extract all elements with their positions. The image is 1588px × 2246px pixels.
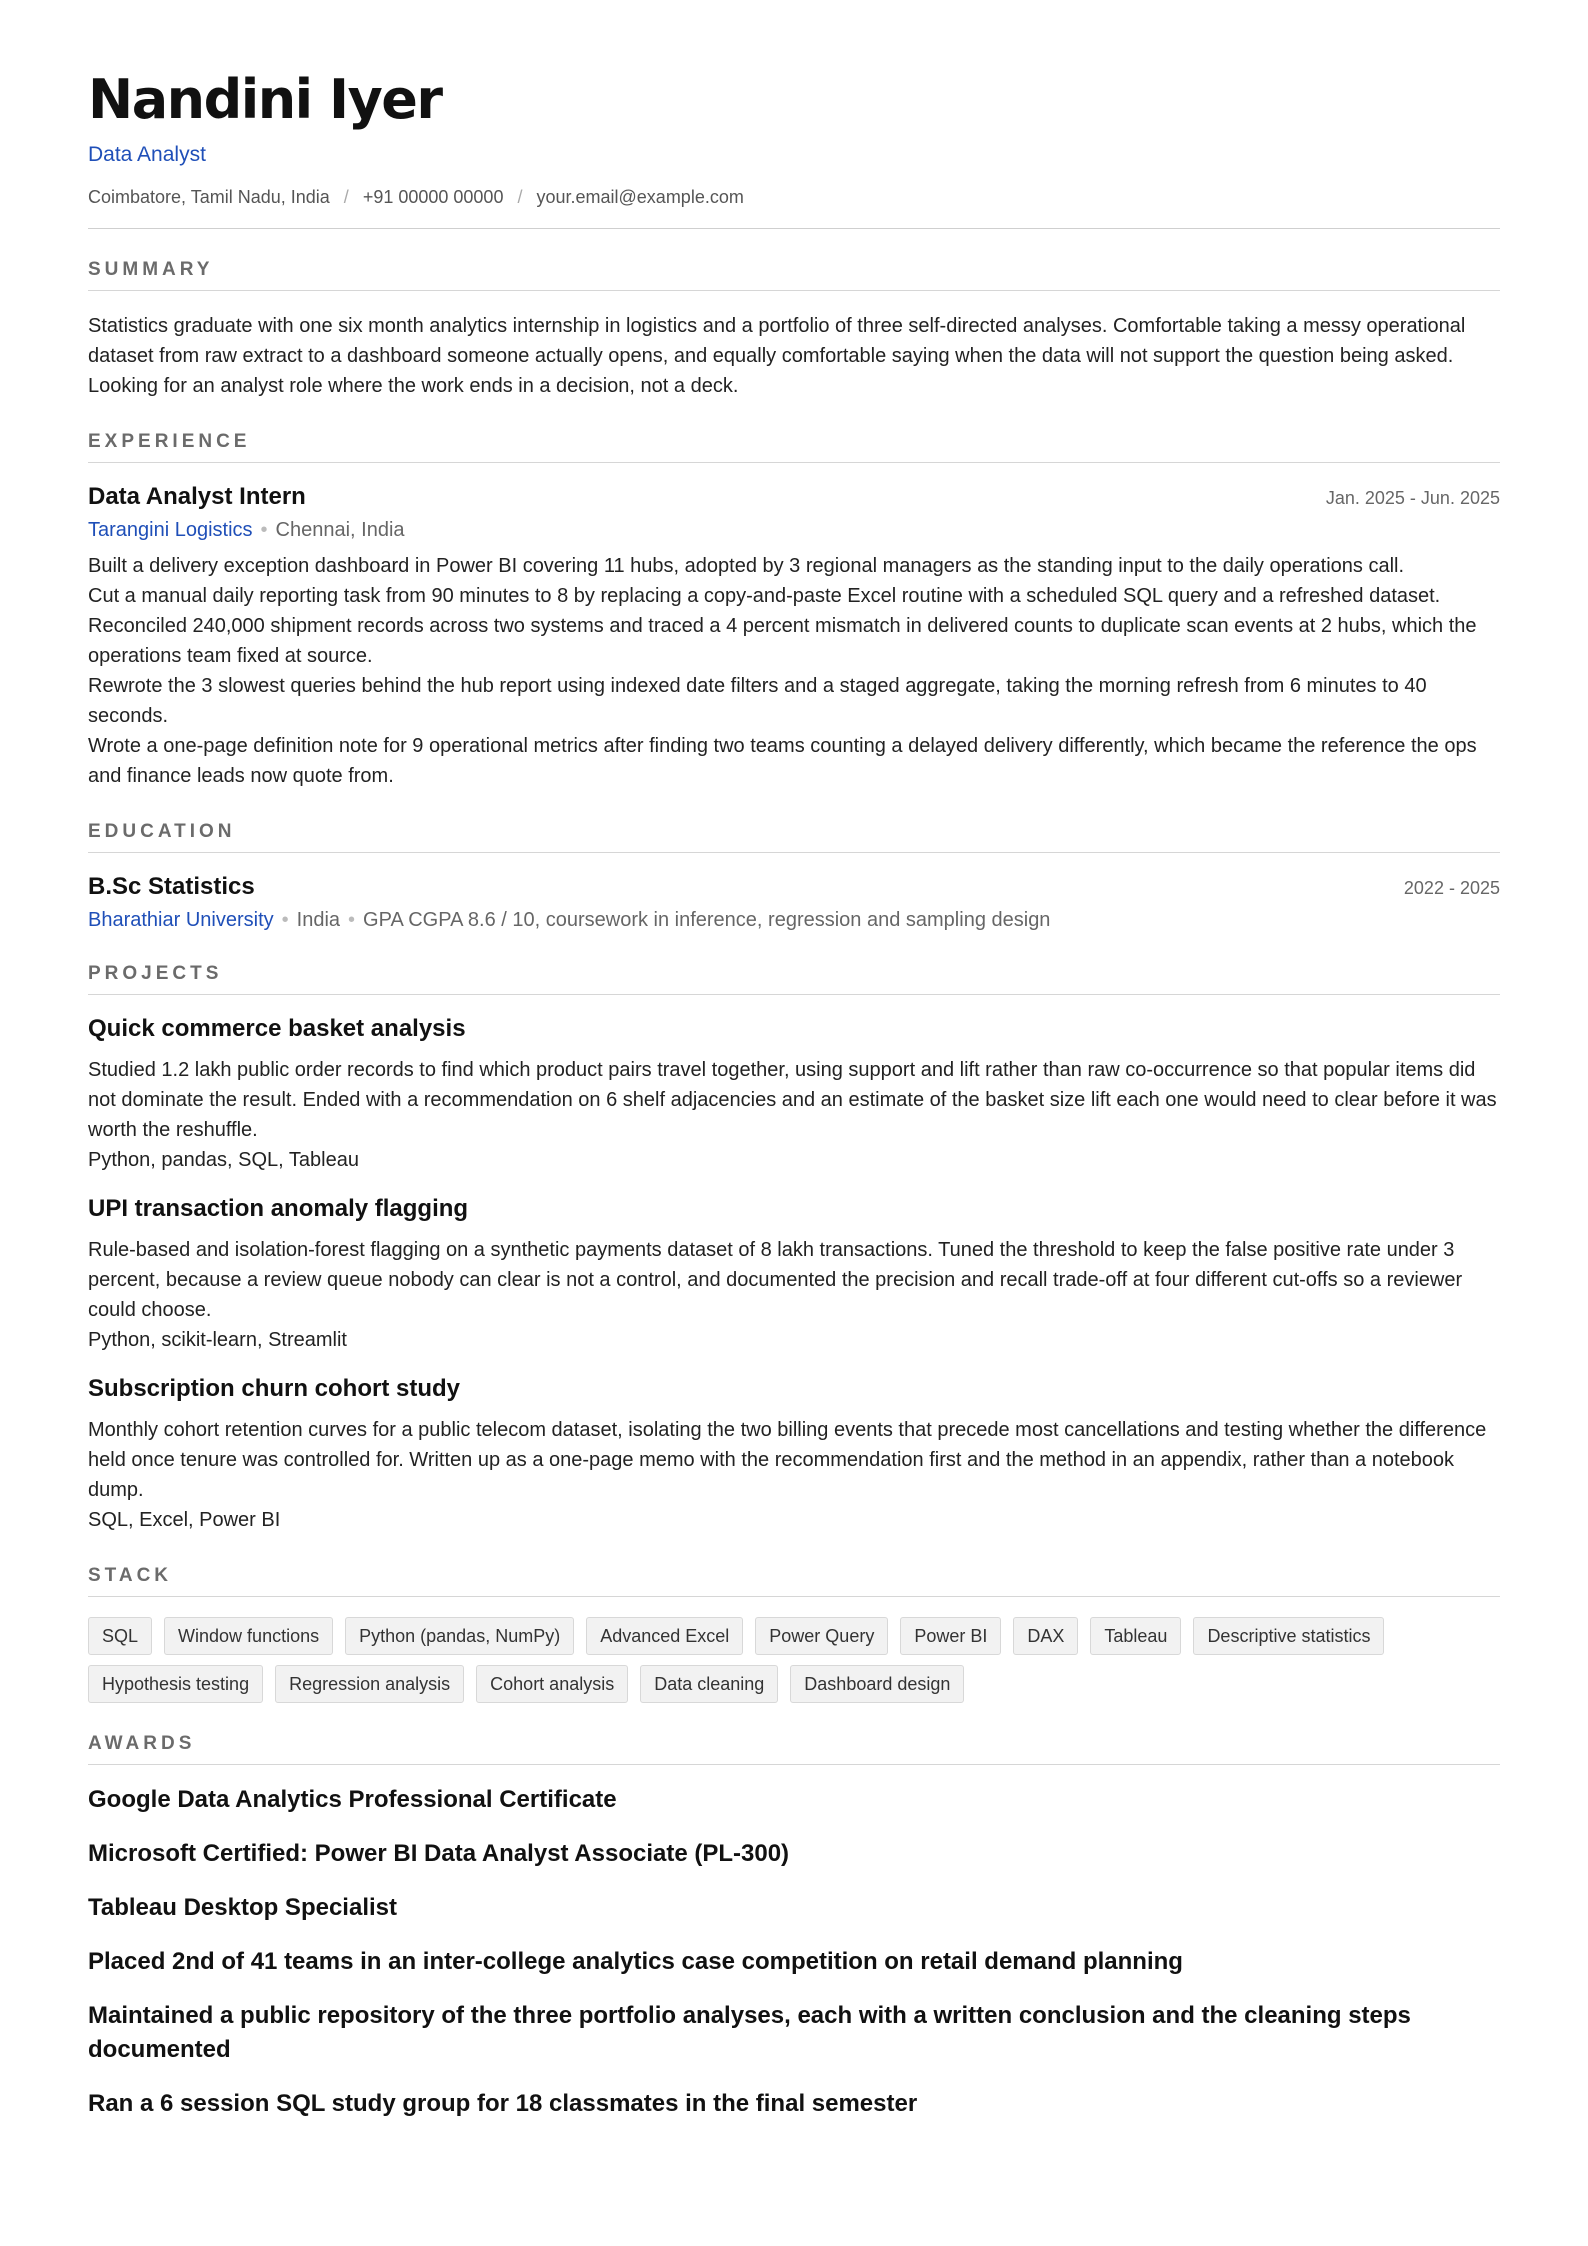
project-tech: Python, pandas, SQL, Tableau <box>88 1149 359 1171</box>
job-bullet: Cut a manual daily reporting task from 90 minutes to 8 by replacing a copy-and-paste Excel routine with a scheduled SQL query and a refreshed dataset. <box>88 585 1441 607</box>
contact-phone: +91 00000 00000 <box>362 187 504 207</box>
skill-tag: Hypothesis testing <box>88 1665 263 1703</box>
skill-tag: Window functions <box>164 1617 333 1655</box>
skill-tag: Tableau <box>1090 1617 1181 1655</box>
section-divider <box>88 290 1500 291</box>
stack-section <box>88 1565 1500 1703</box>
skill-tag: DAX <box>1013 1617 1078 1655</box>
award-item: Placed 2nd of 41 teams in an inter-college analytics case competition on retail demand planning <box>88 1948 1183 1975</box>
skill-tag: SQL <box>88 1617 152 1655</box>
job-bullet: Rewrote the 3 slowest queries behind the hub report using indexed date filters and a staged aggregate, taking the morning refresh from 6 minutes to 40 seconds. <box>88 675 1427 727</box>
section-divider <box>88 1596 1500 1597</box>
skill-tag: Power BI <box>900 1617 1001 1655</box>
contact-separator: / <box>343 187 349 207</box>
project-title: UPI transaction anomaly flagging <box>88 1195 469 1222</box>
project-entry <box>88 1193 1500 1355</box>
meta-dot: • <box>281 909 289 931</box>
section-title: SUMMARY <box>88 259 214 280</box>
education-location: India <box>296 909 341 931</box>
entry-header <box>88 871 1500 903</box>
job-bullets <box>88 551 1500 791</box>
education-dates: 2022 - 2025 <box>1403 878 1500 898</box>
skill-tag: Cohort analysis <box>476 1665 628 1703</box>
candidate-role: Data Analyst <box>88 143 206 166</box>
education-meta <box>88 907 1500 933</box>
project-entry <box>88 1373 1500 1535</box>
job-title: Data Analyst Intern <box>88 483 306 510</box>
project-description: Rule-based and isolation-forest flagging on a synthetic payments dataset of 8 lakh transactions. Tuned the threshold to keep the false positive rate under 3 percent, because a review queue nobody can clear is not a control, and documented the precision and recall trade-off at four different cut-offs so a reviewer could choose. <box>88 1239 1463 1321</box>
award-item: Google Data Analytics Professional Certificate <box>88 1786 617 1813</box>
project-description: Studied 1.2 lakh public order records to find which product pairs travel together, using support and lift rather than raw co-occurrence so that popular items did not dominate the result. Ended with a recommendation on 6 shelf adjacencies and an estimate of the basket size lift each one would need to clear before it was worth the reshuffle. <box>88 1059 1497 1141</box>
meta-dot: • <box>260 519 268 541</box>
job-location: Chennai, India <box>275 519 405 541</box>
candidate-name: Nandini Iyer <box>88 68 442 131</box>
skill-tag: Regression analysis <box>275 1665 464 1703</box>
contact-location: Coimbatore, Tamil Nadu, India <box>88 187 330 207</box>
job-bullet: Reconciled 240,000 shipment records across two systems and traced a 4 percent mismatch in delivered counts to duplicate scan events at 2 hubs, which the operations team fixed at source. <box>88 615 1477 667</box>
project-title: Quick commerce basket analysis <box>88 1015 466 1042</box>
job-meta <box>88 517 1500 543</box>
awards-list <box>88 1783 1500 2121</box>
project-description: Monthly cohort retention curves for a public telecom dataset, isolating the two billing events that precede most cancellations and testing whether the difference held once tenure was controlled for. Written up as a one-page memo with the recommendation first and the method in an appendix, rather than a notebook dump. <box>88 1419 1487 1501</box>
project-tech: Python, scikit-learn, Streamlit <box>88 1329 347 1351</box>
section-divider <box>88 994 1500 995</box>
skill-tag: Data cleaning <box>640 1665 778 1703</box>
education-entry <box>88 871 1500 933</box>
meta-dot: • <box>348 909 356 931</box>
resume-header <box>88 62 1500 229</box>
award-item: Maintained a public repository of the three portfolio analyses, each with a written conclusion and the cleaning steps documented <box>88 2002 1411 2063</box>
job-bullet: Built a delivery exception dashboard in Power BI covering 11 hubs, adopted by 3 regional managers as the standing input to the daily operations call. <box>88 555 1405 577</box>
project-title: Subscription churn cohort study <box>88 1375 461 1402</box>
skill-tag: Dashboard design <box>790 1665 964 1703</box>
header-divider <box>88 228 1500 229</box>
skill-tag: Python (pandas, NumPy) <box>345 1617 574 1655</box>
section-title: EXPERIENCE <box>88 431 251 452</box>
education-detail: GPA CGPA 8.6 / 10, coursework in inference, regression and sampling design <box>363 909 1051 931</box>
section-divider <box>88 1764 1500 1765</box>
projects-section <box>88 963 1500 1535</box>
degree-title: B.Sc Statistics <box>88 873 255 900</box>
university-name: Bharathiar University <box>88 909 274 931</box>
section-title: EDUCATION <box>88 821 236 842</box>
awards-section <box>88 1733 1500 2121</box>
experience-entry <box>88 481 1500 791</box>
summary-section <box>88 259 1500 401</box>
education-section <box>88 821 1500 933</box>
company-name: Tarangini Logistics <box>88 519 253 541</box>
job-bullet: Wrote a one-page definition note for 9 operational metrics after finding two teams counting a delayed delivery differently, which became the reference the ops and finance leads now quote from. <box>88 735 1477 787</box>
section-divider <box>88 462 1500 463</box>
skill-tag: Advanced Excel <box>586 1617 743 1655</box>
skill-tag: Descriptive statistics <box>1193 1617 1384 1655</box>
award-item: Tableau Desktop Specialist <box>88 1894 397 1921</box>
summary-text: Statistics graduate with one six month analytics internship in logistics and a portfolio of three self-directed analyses. Comfortable taking a messy operational dataset from raw extract to a dashboard someone actually opens, and equally comfortable saying when the data will not support the question being asked. Looking for an analyst role where the work ends in a decision, not a deck. <box>88 315 1466 397</box>
entry-header <box>88 481 1500 513</box>
project-tech: SQL, Excel, Power BI <box>88 1509 281 1531</box>
section-title: STACK <box>88 1565 173 1586</box>
skill-tags <box>88 1617 1500 1703</box>
project-entry <box>88 1013 1500 1175</box>
contact-line <box>88 186 1500 208</box>
contact-email: your.email@example.com <box>536 187 744 207</box>
award-item: Microsoft Certified: Power BI Data Analyst Associate (PL-300) <box>88 1840 790 1867</box>
skill-tag: Power Query <box>755 1617 888 1655</box>
section-divider <box>88 852 1500 853</box>
contact-separator: / <box>517 187 523 207</box>
award-item: Ran a 6 session SQL study group for 18 classmates in the final semester <box>88 2090 918 2117</box>
section-title: AWARDS <box>88 1733 196 1754</box>
job-dates: Jan. 2025 - Jun. 2025 <box>1325 488 1500 508</box>
section-title: PROJECTS <box>88 963 223 984</box>
experience-section <box>88 431 1500 791</box>
